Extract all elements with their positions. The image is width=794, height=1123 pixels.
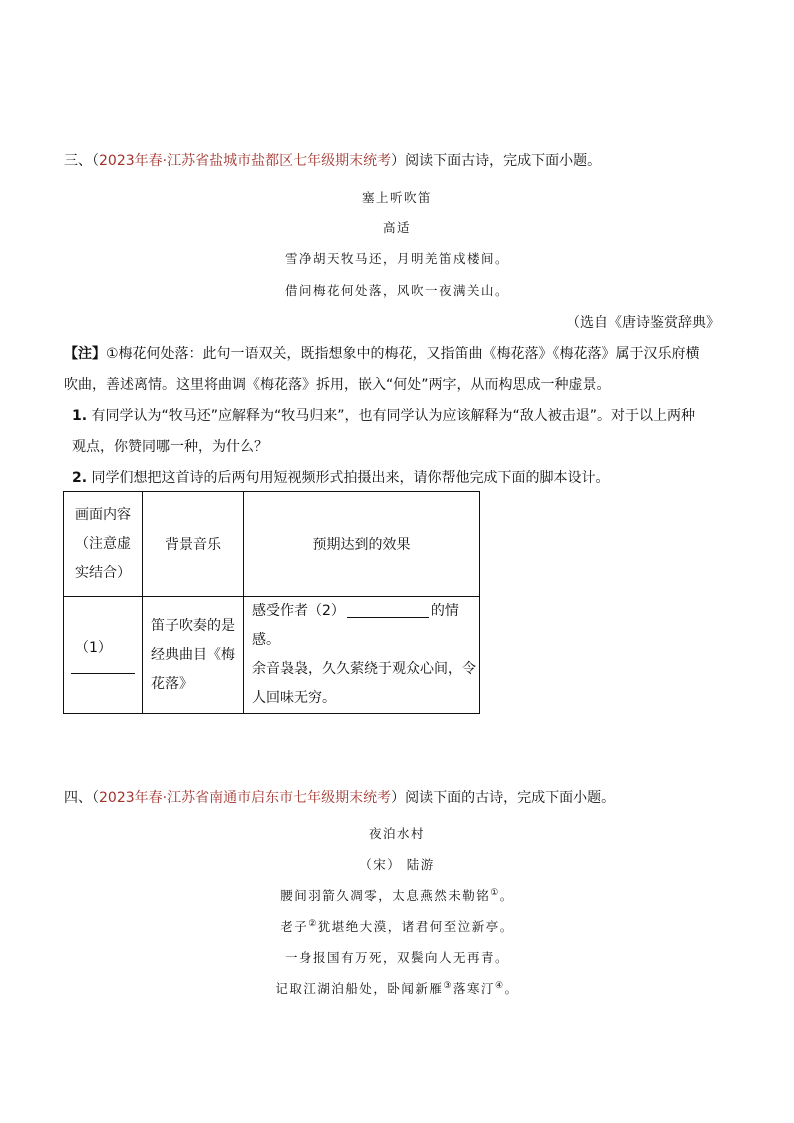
effect-cell — [244, 597, 480, 714]
poem-author: 高适 — [382, 220, 411, 235]
poem2-author: （宋） 陆游 — [359, 857, 435, 872]
script-table — [63, 491, 480, 714]
question-2-text: 同学们想把这首诗的后两句用短视频形式拍摄出来，请你帮他完成下面的脚本设计。 — [91, 470, 610, 486]
poem2-line-4-pre: 记取江湖泊船处，卧闻新雁 — [275, 981, 444, 996]
poem-line-1: 雪净胡天牧马还，月明羌笛戍楼间。 — [284, 251, 509, 266]
question-2 — [72, 467, 610, 487]
header-scene — [64, 492, 143, 597]
music-cell — [143, 597, 244, 714]
note-text-1: ①梅花何处落：此句一语双关，既指想象中的梅花，又指笛曲《梅花落》《梅花落》属于汉乐府横 — [106, 346, 700, 362]
note-line-1 — [64, 343, 700, 363]
footnote-marker-4: ④ — [495, 980, 505, 991]
poem2-line-1-end: 。 — [499, 888, 514, 903]
poem2-line-4-end: 。 — [504, 981, 519, 996]
poem2-line-1-text: 腰间羽箭久凋零，太息燕然未勒铭 — [280, 888, 491, 903]
q3-heading — [64, 150, 601, 170]
poem2-line-1 — [0, 886, 794, 904]
scene-answer-blank[interactable] — [71, 673, 135, 674]
q4-heading — [64, 787, 615, 807]
q4-source: 2023年春·江苏省南通市启东市七年级期末统考 — [99, 790, 392, 806]
music-line-2: 经典曲目《梅 — [151, 646, 235, 663]
header-music: 背景音乐 — [143, 492, 244, 597]
effect-post: 的情感。 — [252, 603, 459, 648]
q3-source: 2023年春·江苏省盐城市盐都区七年级期末统考 — [99, 153, 392, 169]
question-1-text: 有同学认为“牧马还”应解释为“牧马归来”，也有同学认为应该解释为“敌人被击退”。对于以上两种 — [91, 408, 696, 424]
scene-blank-label: （1） — [75, 639, 112, 656]
poem-citation: （选自《唐诗鉴赏辞典》 — [566, 315, 720, 331]
poem2-line-2-post: 犹堪绝大漠，诸君何至泣新亭。 — [317, 919, 514, 934]
footnote-marker-1: ① — [490, 887, 500, 898]
poem2-line-4-mid: 落寒汀 — [452, 981, 495, 996]
note-line-2: 吹曲，善述离情。这里将曲调《梅花落》拆用，嵌入“何处”两字，从而构思成一种虚景。 — [64, 377, 611, 393]
question-1-line-2: 观点，你赞同哪一种，为什么？ — [72, 439, 268, 455]
effect-line-3: 人回味无穷。 — [252, 690, 336, 706]
question-1 — [72, 405, 695, 425]
effect-answer-blank[interactable] — [347, 603, 429, 618]
music-line-3: 花落》 — [151, 675, 193, 692]
effect-line-2: 余音袅袅，久久萦绕于观众心间，令 — [252, 661, 476, 677]
note-label: 【注】 — [64, 346, 106, 362]
header-effect: 预期达到的效果 — [244, 492, 480, 597]
q3-instruction: ）阅读下面古诗，完成下面小题。 — [391, 153, 602, 169]
music-line-1: 笛子吹奏的是 — [151, 617, 235, 634]
poem2-line-2-pre: 老子 — [280, 919, 309, 934]
q4-prefix: 四、（ — [64, 790, 99, 806]
footnote-marker-3: ③ — [443, 980, 453, 991]
poem2-line-3: 一身报国有万死，双鬓向人无再青。 — [284, 950, 509, 965]
poem2-title: 夜泊水村 — [368, 826, 425, 841]
question-2-number: 2. — [72, 470, 88, 486]
poem-title: 塞上听吹笛 — [361, 190, 432, 205]
footnote-marker-2: ② — [308, 918, 318, 929]
q3-prefix: 三、（ — [64, 153, 99, 169]
header-scene-line-1: 画面内容 — [75, 506, 131, 523]
table-header-row — [64, 492, 480, 597]
q4-instruction: ）阅读下面的古诗，完成下面小题。 — [391, 790, 616, 806]
header-scene-line-2: （注意虚 — [75, 535, 131, 552]
effect-line-1 — [244, 597, 479, 655]
header-scene-line-3: 实结合） — [75, 564, 131, 581]
poem2-line-4 — [0, 979, 794, 997]
scene-answer-cell[interactable] — [64, 597, 143, 714]
poem-line-2: 借问梅花何处落，风吹一夜满关山。 — [284, 283, 509, 298]
table-row — [64, 597, 480, 714]
effect-pre: 感受作者（2） — [252, 603, 345, 619]
poem2-line-2 — [0, 917, 794, 935]
question-1-number: 1. — [72, 408, 88, 424]
